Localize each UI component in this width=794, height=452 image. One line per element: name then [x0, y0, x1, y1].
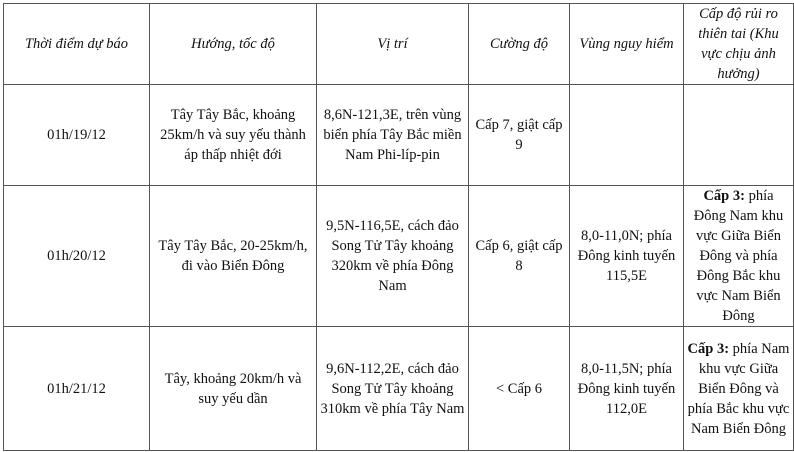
- cell-position: 8,6N-121,3E, trên vùng biển phía Tây Bắc miền Nam Phi-líp-pin: [317, 85, 469, 186]
- cell-time: 01h/19/12: [4, 85, 150, 186]
- cell-direction: Tây Tây Bắc, 20-25km/h, đi vào Biển Đông: [150, 186, 317, 327]
- cell-risk: [684, 186, 794, 327]
- table-row: [4, 186, 794, 327]
- header-risk-level: Cấp độ rủi ro thiên tai (Khu vực chịu ảnh hưởng): [684, 4, 794, 85]
- header-position: Vị trí: [317, 4, 469, 85]
- table-row: [4, 327, 794, 451]
- table-header-row: [4, 4, 794, 85]
- risk-level-label: Cấp 3:: [703, 188, 745, 204]
- cell-direction: Tây Tây Bắc, khoảng 25km/h và suy yếu thành áp thấp nhiệt đới: [150, 85, 317, 186]
- header-intensity: Cường độ: [469, 4, 570, 85]
- risk-area-text: phía Nam khu vực Giữa Biển Đông và phía Bắc khu vực Nam Biển Đông: [687, 340, 790, 437]
- cell-risk: [684, 327, 794, 451]
- cell-intensity: Cấp 7, giật cấp 9: [469, 85, 570, 186]
- table-row: [4, 85, 794, 186]
- risk-level-label: Cấp 3:: [687, 340, 730, 357]
- cell-danger-zone: 8,0-11,0N; phía Đông kinh tuyến 115,5E: [570, 186, 684, 327]
- risk-area-text: phía Đông Nam khu vực Giữa Biển Đông và phía Đông Bắc khu vực Nam Biển Đông: [693, 188, 784, 324]
- cell-risk: [684, 85, 794, 186]
- header-forecast-time: Thời điểm dự báo: [4, 4, 150, 85]
- cell-time: 01h/21/12: [4, 327, 150, 451]
- forecast-table: [3, 3, 794, 451]
- header-direction-speed: Hướng, tốc độ: [150, 4, 317, 85]
- cell-position: 9,5N-116,5E, cách đảo Song Tử Tây khoảng 320km về phía Đông Nam: [317, 186, 469, 327]
- header-danger-zone: Vùng nguy hiểm: [570, 4, 684, 85]
- cell-danger-zone: [570, 85, 684, 186]
- cell-direction: Tây, khoảng 20km/h và suy yếu dần: [150, 327, 317, 451]
- cell-danger-zone: 8,0-11,5N; phía Đông kinh tuyến 112,0E: [570, 327, 684, 451]
- cell-position: 9,6N-112,2E, cách đảo Song Tử Tây khoảng 310km về phía Tây Nam: [317, 327, 469, 451]
- cell-time: 01h/20/12: [4, 186, 150, 327]
- cell-intensity: Cấp 6, giật cấp 8: [469, 186, 570, 327]
- cell-intensity: < Cấp 6: [469, 327, 570, 451]
